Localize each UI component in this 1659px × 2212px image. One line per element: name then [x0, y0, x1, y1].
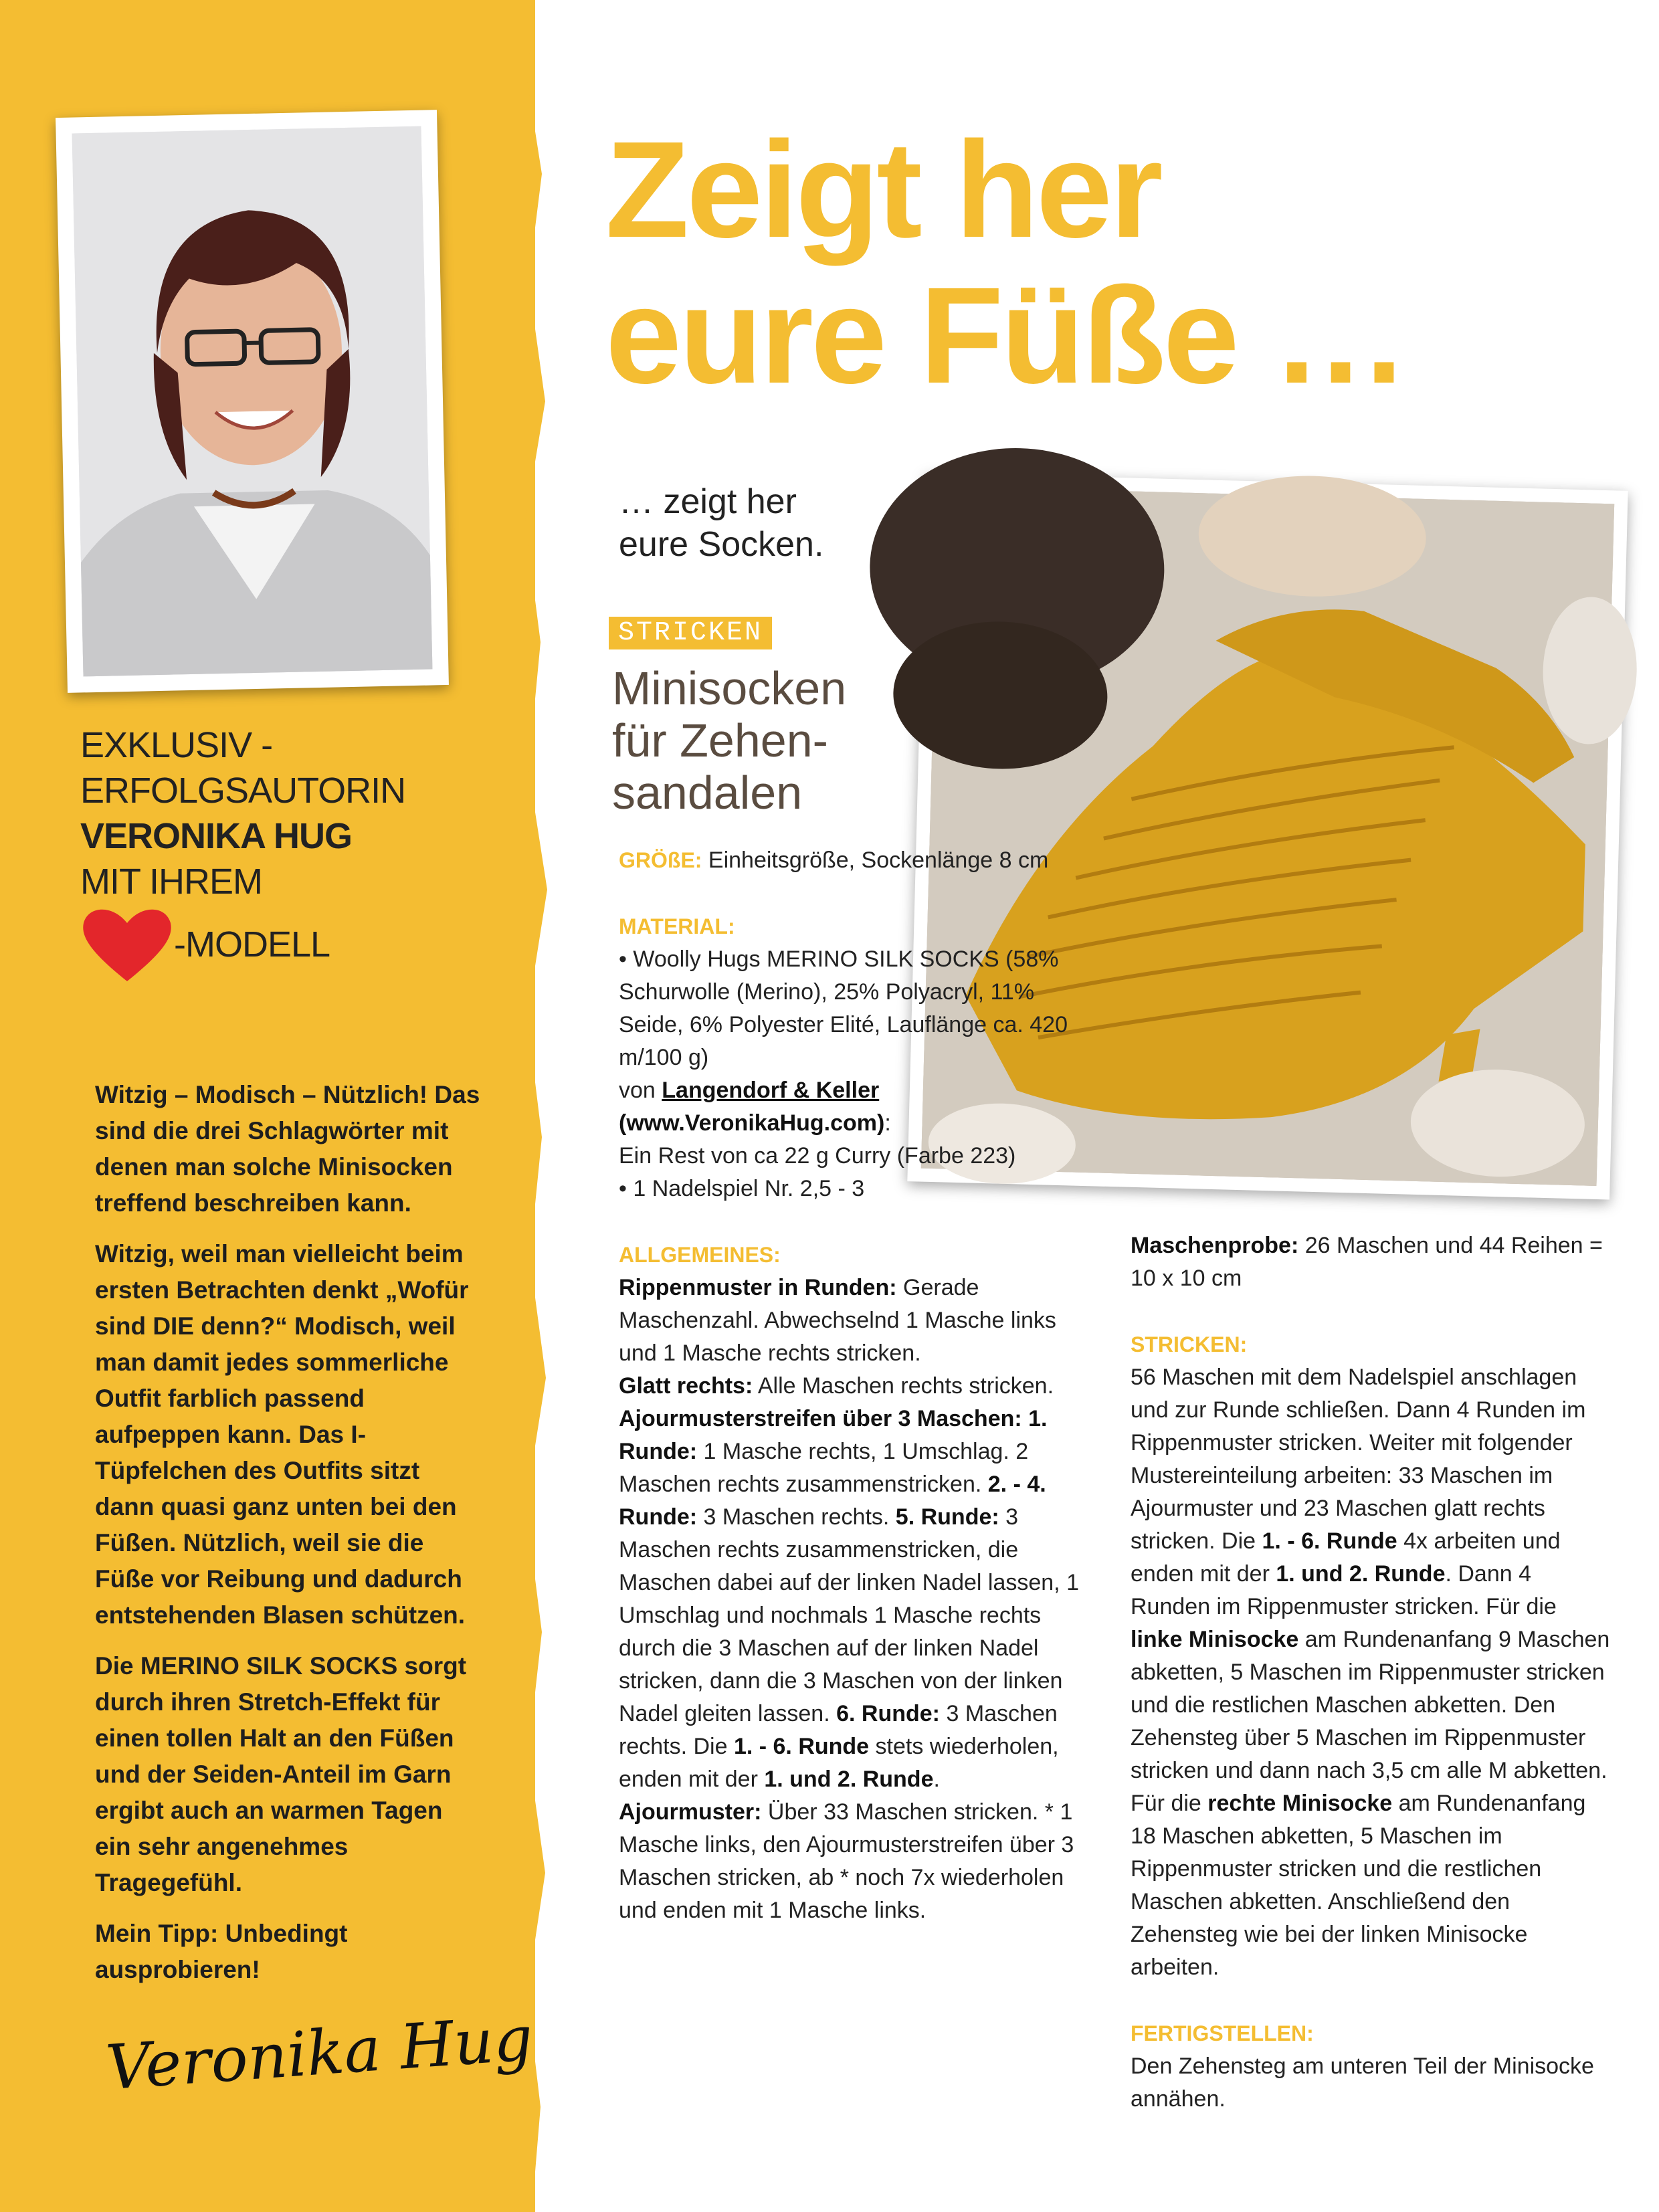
article-title-line-2: für Zehen-	[612, 714, 828, 767]
general-section	[619, 1239, 1100, 1272]
lace-stripe: Ajourmusterstreifen über 3 Maschen: 1. Runde: 1 Masche rechts, 1 Umschlag. 2 Maschen rechts zusammenstricken. 2. - 4. Runde: 3 Maschen rechts. 5. Runde: 3 Maschen rechts zusammenstricken, die Maschen dabei auf der linken Nadel lassen, 1 Umschlag und nochmals 1 Masche rechts durch die 3 Maschen auf der linken Nadel stricken, dann die 3 Maschen von der linken Nadel gleiten lassen. 6. Runde: 3 Maschen rechts. Die 1. - 6. Runde stets wiederholen, enden mit der 1. und 2. Runde.	[619, 1406, 1079, 1792]
knit-e: . Dann 4 Runden im Rippenmuster stricken. Für die	[1131, 1561, 1557, 1619]
subheadline-line-2: eure Socken.	[619, 525, 824, 564]
stockinette	[619, 1370, 1100, 1403]
size-label: GRÖßE:	[619, 848, 702, 872]
intro-paragraph-3: Die MERINO SILK SOCKS sorgt durch ihren Stretch-Effekt für einen tollen Halt an den Füßen und der Seiden-Anteil im Garn ergibt auch an warmen Tagen ein sehr angenehmes Tragegefühl.	[95, 1652, 467, 1896]
portrait-illustration	[72, 126, 433, 677]
lace-r1: 1 Masche rechts, 1 Umschlag. 2 Maschen rechts zusammenstricken.	[619, 1439, 1029, 1497]
lace-r24: 3 Maschen rechts.	[703, 1504, 890, 1530]
material-needles: • 1 Nadelspiel Nr. 2,5 - 3	[619, 1176, 865, 1201]
lace-pattern-text: Über 33 Maschen stricken. * 1 Masche links, den Ajourmusterstreifen über 3 Maschen stricken, ab * noch 7x wiederholen und enden mit 1 Masche links.	[619, 1799, 1074, 1923]
lace-r24-label: 2. - 4. Runde:	[619, 1472, 1046, 1530]
knit-h: rechte Minisocke	[1207, 1791, 1393, 1816]
modell-label: -MODELL	[174, 924, 330, 965]
material-colon: :	[884, 1110, 891, 1136]
subheadline	[619, 480, 823, 566]
knitting-instructions	[1131, 1361, 1612, 1984]
knit-f: linke Minisocke	[1131, 1627, 1299, 1652]
subheadline-line-1: … zeigt her	[619, 482, 797, 521]
intro-paragraph-4: Mein Tipp: Unbedingt ausprobieren!	[95, 1920, 348, 1983]
material-von: von	[619, 1078, 656, 1103]
right-column	[1131, 1229, 1612, 2116]
heart-icon	[80, 904, 174, 985]
lace-r16-label: 1. - 6. Runde	[733, 1734, 870, 1759]
material-brand-line	[619, 1074, 1100, 1107]
finishing-label: FERTIGSTELLEN:	[1131, 2021, 1314, 2045]
intro-paragraph-2: Witzig, weil man vielleicht beim ersten Betrachten denkt „Wofür sind DIE denn?“ Modisch, weil man damit jedes sommerliche Outfit farblich passend aufpeppen kann. Das I-Tüpfelchen des Outfits sitzt dann quasi ganz unten bei den Füßen. Nützlich, weil sie die Füße vor Reibung und dadurch entstehenden Blasen schützen.	[95, 1240, 469, 1629]
knit-b: 1. - 6. Runde	[1262, 1528, 1397, 1554]
size-section	[619, 844, 1100, 877]
knit-g: am Rundenanfang 9 Maschen abketten, 5 Maschen im Rippenmuster stricken und die restlichen Maschen abketten. Den Zehensteg über 5 Maschen im Rippenmuster stricken und dann nach 3,5 cm alle M abketten. Für die	[1131, 1627, 1610, 1816]
article-title-line-3: sandalen	[612, 767, 803, 819]
lace-r12-label: 1. und 2. Runde	[764, 1767, 934, 1792]
finishing-section	[1131, 2017, 1612, 2050]
mit-ihrem-label: MIT IHREM	[80, 862, 262, 902]
stockinette-text: Alle Maschen rechts stricken.	[757, 1373, 1054, 1399]
knit-d: 1. und 2. Runde	[1276, 1561, 1446, 1587]
lace-r5: 3 Maschen rechts zusammenstricken, die Maschen dabei auf der linken Nadel lassen, 1 Umschlag und nochmals 1 Masche rechts durch die 3 Maschen auf der linken Nadel stricken, dann die 3 Maschen von der linken Nadel gleiten lassen.	[619, 1504, 1079, 1726]
size-value: Einheitsgröße, Sockenlänge 8 cm	[708, 847, 1049, 873]
material-yarn: • Woolly Hugs MERINO SILK SOCKS (58% Schurwolle (Merino), 25% Polyacryl, 11% Seide, 6% Polyester Elité, Lauflänge ca. 420 m/100 g)	[619, 946, 1068, 1070]
author-name: VERONIKA HUG	[80, 816, 353, 856]
knit-c: 4x arbeiten und enden mit der	[1131, 1528, 1561, 1587]
headline-line-1: Zeigt her	[605, 113, 1161, 266]
knitting-section	[1131, 1328, 1612, 1361]
signature-text: Veronika Hug	[104, 2002, 535, 2104]
rib-label: Rippenmuster in Runden:	[619, 1275, 897, 1300]
lace-r6-label: 6. Runde:	[836, 1701, 941, 1726]
lace-r16: stets wiederholen, enden mit der	[619, 1734, 1059, 1792]
exclusive-author-block	[80, 722, 495, 985]
material-brand: Langendorf & Keller	[662, 1078, 880, 1103]
lace-r6: 3 Maschen rechts. Die	[619, 1701, 1058, 1759]
author-signature	[100, 2002, 535, 2114]
sidebar-intro-text	[95, 1077, 483, 2003]
gauge-label: Maschenprobe:	[1131, 1233, 1299, 1258]
general-label: ALLGEMEINES:	[619, 1243, 781, 1267]
lace-r5-label: 5. Runde:	[895, 1504, 999, 1530]
brush-edge	[508, 0, 549, 2212]
rib-pattern	[619, 1272, 1100, 1370]
gauge	[1131, 1229, 1612, 1295]
material-label: MATERIAL:	[619, 914, 735, 938]
lace-stripe-label: Ajourmusterstreifen über 3 Maschen: 1. Runde:	[619, 1406, 1048, 1464]
material-url: (www.VeronikaHug.com)	[619, 1110, 885, 1136]
erfolgsautorin-label: ERFOLGSAUTORIN	[80, 771, 406, 811]
middle-column	[619, 844, 1100, 1927]
headline-line-2: eure Füße …	[605, 259, 1407, 412]
knit-a: 56 Maschen mit dem Nadelspiel anschlagen und zur Runde schließen. Dann 4 Runden im Rippenmuster stricken. Weiter mit folgender Mustereinteilung arbeiten: 33 Maschen im Ajourmuster und 23 Maschen glatt rechts stricken. Die	[1131, 1365, 1586, 1554]
lace-pattern	[619, 1796, 1100, 1927]
material-rest: Ein Rest von ca 22 g Curry (Farbe 223)	[619, 1143, 1016, 1169]
knit-i: am Rundenanfang 18 Maschen abketten, 5 Maschen im Rippenmuster stricken und die restlichen Maschen abketten. Anschließend den Zehensteg wie bei der linken Minisocke arbeiten.	[1131, 1791, 1586, 1980]
intro-paragraph-1: Witzig – Modisch – Nützlich! Das sind die drei Schlagwörter mit denen man solche Minisocken treffend beschreiben kann.	[95, 1081, 480, 1217]
rib-text: Gerade Maschenzahl. Abwechselnd 1 Masche links und 1 Masche rechts stricken.	[619, 1275, 1056, 1366]
category-tag: STRICKEN	[609, 617, 772, 649]
page-headline	[605, 113, 1407, 412]
article-title-line-1: Minisocken	[612, 662, 847, 714]
lace-pattern-label: Ajourmuster:	[619, 1799, 762, 1825]
exklusiv-label: EXKLUSIV -	[80, 725, 273, 765]
material-section	[619, 910, 1100, 943]
finishing-text: Den Zehensteg am unteren Teil der Minisocke annähen.	[1131, 2053, 1594, 2112]
author-photo	[56, 110, 449, 693]
article-title	[612, 662, 906, 819]
stockinette-label: Glatt rechts:	[619, 1373, 753, 1399]
gauge-text: 26 Maschen und 44 Reihen = 10 x 10 cm	[1131, 1233, 1603, 1291]
knitting-label: STRICKEN:	[1131, 1332, 1248, 1356]
heart-modell-line	[80, 904, 495, 985]
material-url-line	[619, 1107, 1100, 1140]
